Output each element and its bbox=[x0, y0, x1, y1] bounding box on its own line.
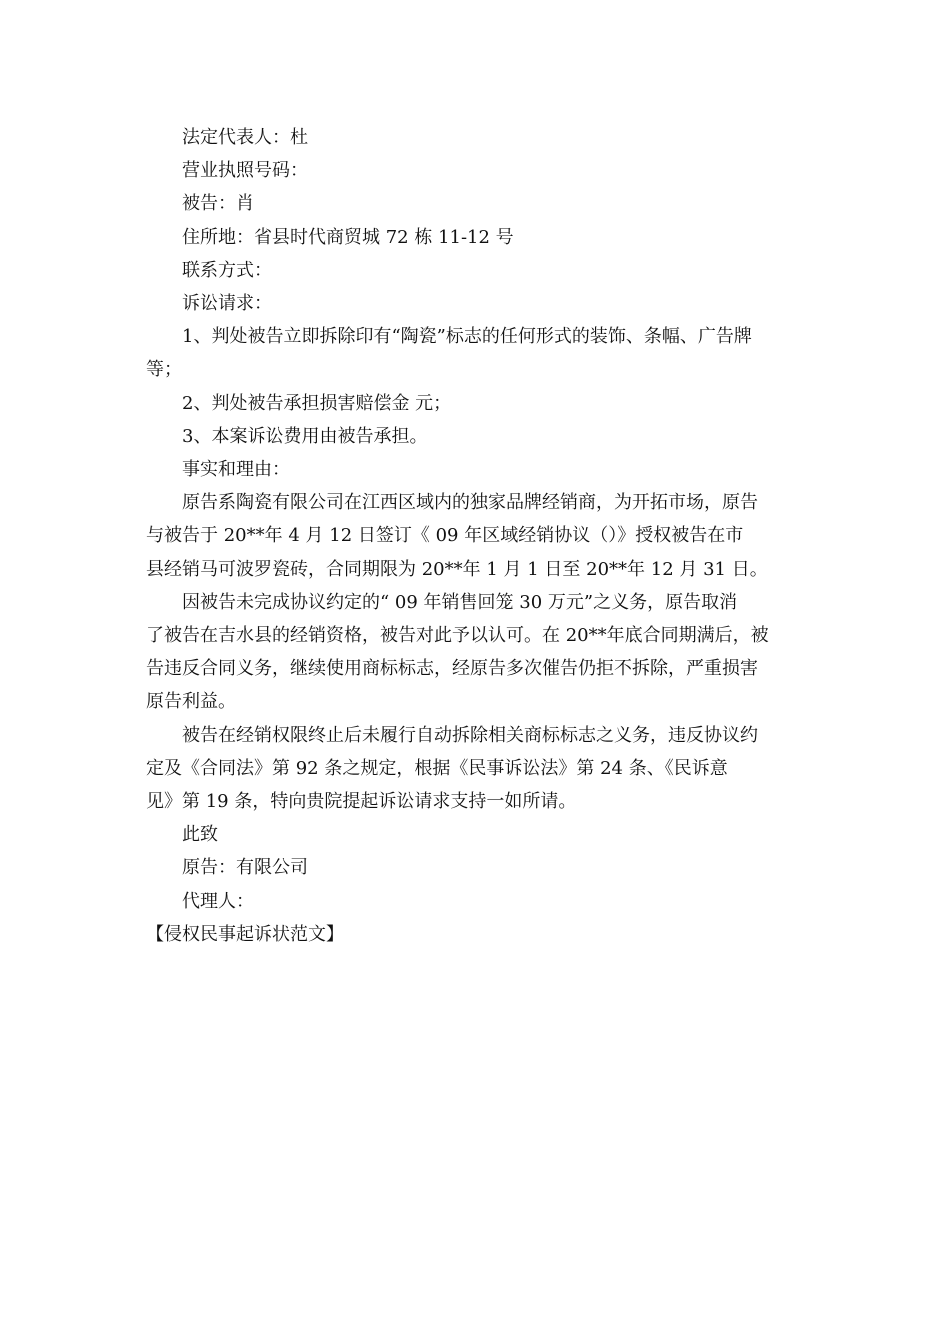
address-line: 住所地：省县时代商贸城 72 栋 11-12 号 bbox=[182, 226, 514, 248]
closing-line: 此致 bbox=[182, 824, 218, 846]
footer-title: 【侵权民事起诉状范文】 bbox=[146, 923, 344, 945]
claim-1-line-2: 等； bbox=[146, 359, 182, 381]
claim-1-line-1: 1、判处被告立即拆除印有“陶瓷”标志的任何形式的装饰、条幅、广告牌 bbox=[182, 326, 752, 348]
plaintiff-signature-line: 原告：有限公司 bbox=[182, 857, 308, 879]
agent-line: 代理人： bbox=[182, 890, 254, 912]
claims-heading: 诉讼请求： bbox=[182, 293, 272, 315]
facts-paragraph-2-line-2: 了被告在吉水县的经销资格，被告对此予以认可。在 20**年底合同期满后，被 bbox=[146, 625, 769, 647]
facts-paragraph-1-line-1: 原告系陶瓷有限公司在江西区域内的独家品牌经销商，为开拓市场，原告 bbox=[182, 492, 758, 514]
document-body bbox=[146, 121, 810, 951]
claim-3-line: 3、本案诉讼费用由被告承担。 bbox=[182, 425, 428, 447]
facts-paragraph-2-line-3: 告违反合同义务，继续使用商标标志，经原告多次催告仍拒不拆除，严重损害 bbox=[146, 658, 758, 680]
facts-paragraph-3-line-3: 见》第 19 条，特向贵院提起诉讼请求支持一如所请。 bbox=[146, 791, 577, 813]
facts-paragraph-2-line-1: 因被告未完成协议约定的“ 09 年销售回笼 30 万元”之义务，原告取消 bbox=[182, 591, 738, 613]
facts-paragraph-3-line-1: 被告在经销权限终止后未履行自动拆除相关商标标志之义务，违反协议约 bbox=[182, 724, 758, 746]
claim-2-line: 2、判处被告承担损害赔偿金 元； bbox=[182, 392, 452, 414]
contact-line: 联系方式： bbox=[182, 259, 272, 281]
facts-paragraph-1-line-2: 与被告于 20**年 4 月 12 日签订《 09 年区域经销协议（）》授权被告在市 bbox=[146, 525, 744, 547]
facts-paragraph-1-line-3: 县经销马可波罗瓷砖，合同期限为 20**年 1 月 1 日至 20**年 12 月 31 日。 bbox=[146, 558, 768, 580]
defendant-line: 被告：肖 bbox=[182, 193, 254, 215]
facts-heading: 事实和理由： bbox=[182, 459, 290, 481]
business-license-line: 营业执照号码： bbox=[182, 160, 308, 182]
facts-paragraph-3-line-2: 定及《合同法》第 92 条之规定，根据《民事诉讼法》第 24 条、《民诉意 bbox=[146, 757, 728, 779]
legal-representative-line: 法定代表人：杜 bbox=[182, 127, 308, 148]
facts-paragraph-2-line-4: 原告利益。 bbox=[146, 691, 236, 713]
